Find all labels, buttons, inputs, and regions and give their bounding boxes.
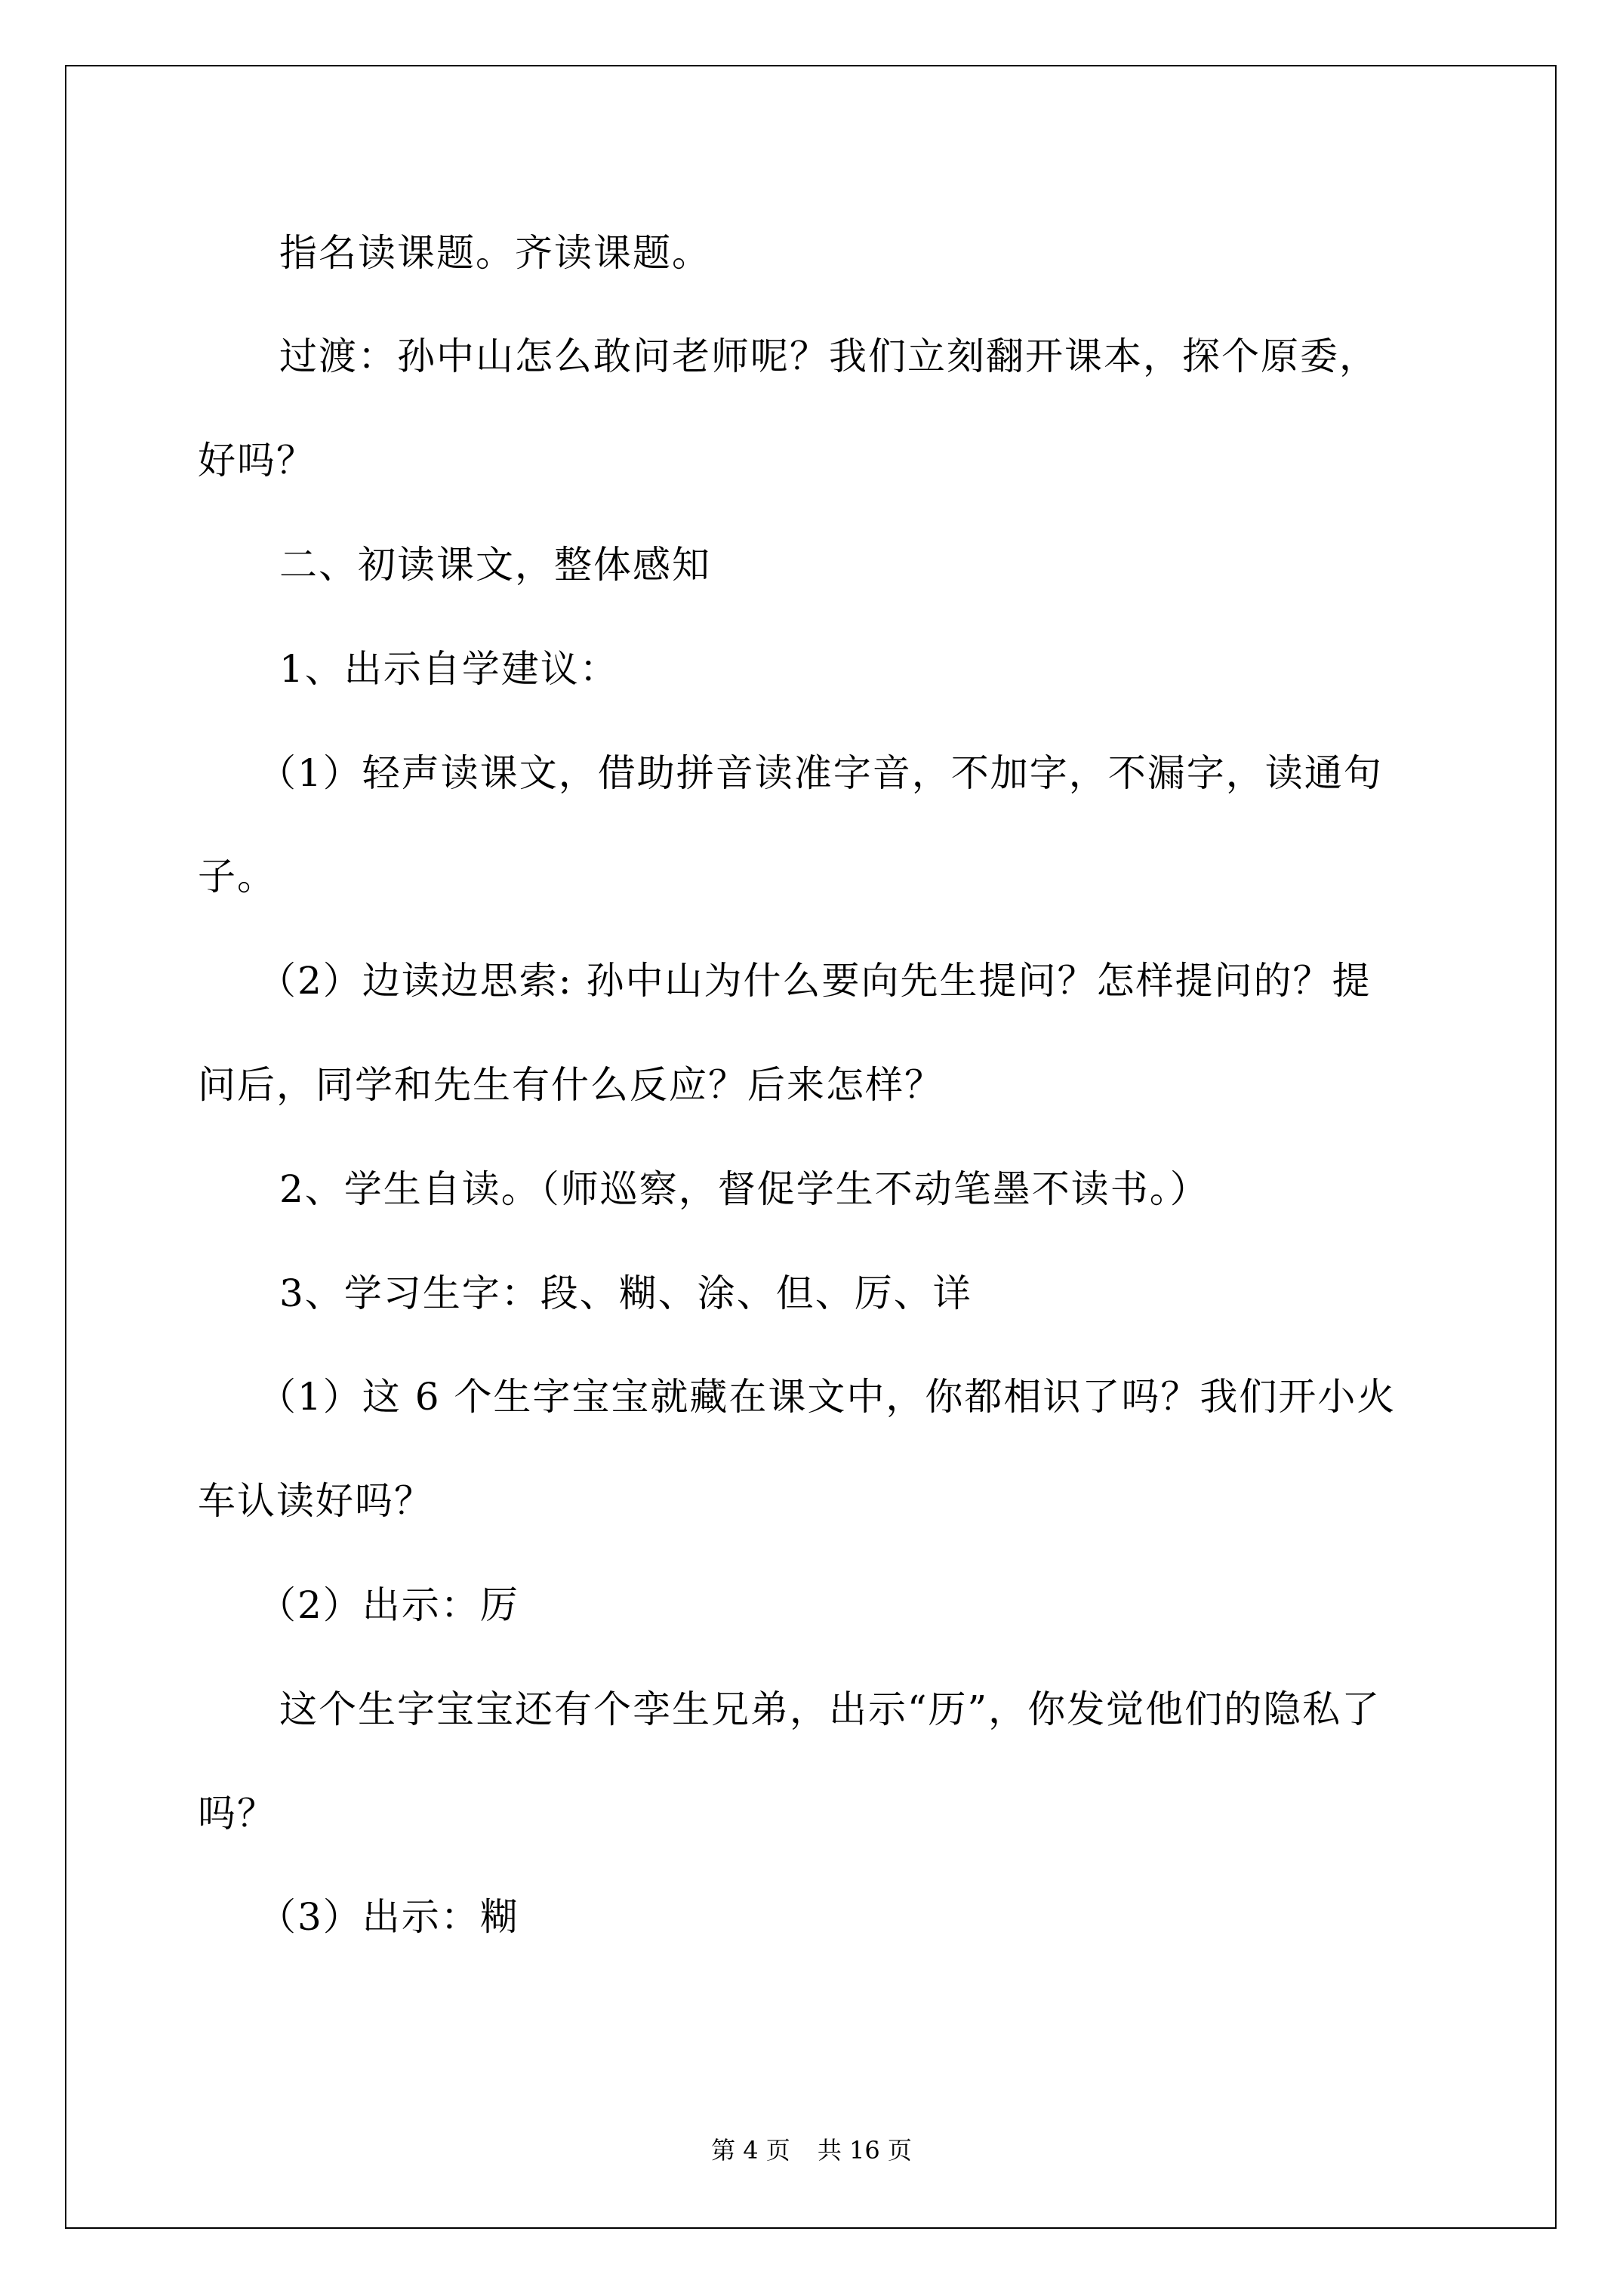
paragraph-line: 吗？ [198, 1792, 276, 1835]
paragraph-line: 车认读好吗？ [198, 1479, 433, 1523]
paragraph-line: 1、出示自学建议： [279, 647, 619, 691]
section-heading: 二、初读课文，整体感知 [279, 543, 711, 587]
paragraph-line: （2）出示：厉 [258, 1583, 519, 1627]
paragraph-line: （3）出示：糊 [258, 1895, 519, 1939]
paragraph-line: 2、学生自读。（师巡察，督促学生不动笔墨不读书。） [279, 1167, 1209, 1211]
paragraph-line: 子。 [198, 855, 276, 898]
page-footer [0, 2135, 1623, 2165]
paragraph-line: 这个生字宝宝还有个孪生兄弟，出示“历”，你发觉他们的隐私了 [279, 1687, 1381, 1731]
total-pages: 共 16 页 [817, 2136, 912, 2165]
paragraph-line: （1）轻声读课文，借助拼音读准字音，不加字，不漏字，读通句 [258, 751, 1383, 795]
paragraph-line: 3、学习生字：段、糊、涂、但、厉、详 [279, 1271, 972, 1315]
paragraph-line: 问后，同学和先生有什么反应？后来怎样？ [198, 1063, 944, 1107]
paragraph-line: （2）边读边思索: 孙中山为什么要向先生提问？怎样提问的？提 [258, 959, 1372, 1003]
paragraph-line: （1）这 6 个生字宝宝就藏在课文中，你都相识了吗？我们开小火 [258, 1375, 1397, 1419]
paragraph-line: 好吗？ [198, 439, 316, 482]
paragraph-line: 指名读课题。齐读课题。 [279, 231, 711, 275]
paragraph-line: 过渡：孙中山怎么敢问老师呢？我们立刻翻开课本，探个原委， [279, 334, 1378, 378]
page-number: 第 4 页 [711, 2136, 790, 2165]
